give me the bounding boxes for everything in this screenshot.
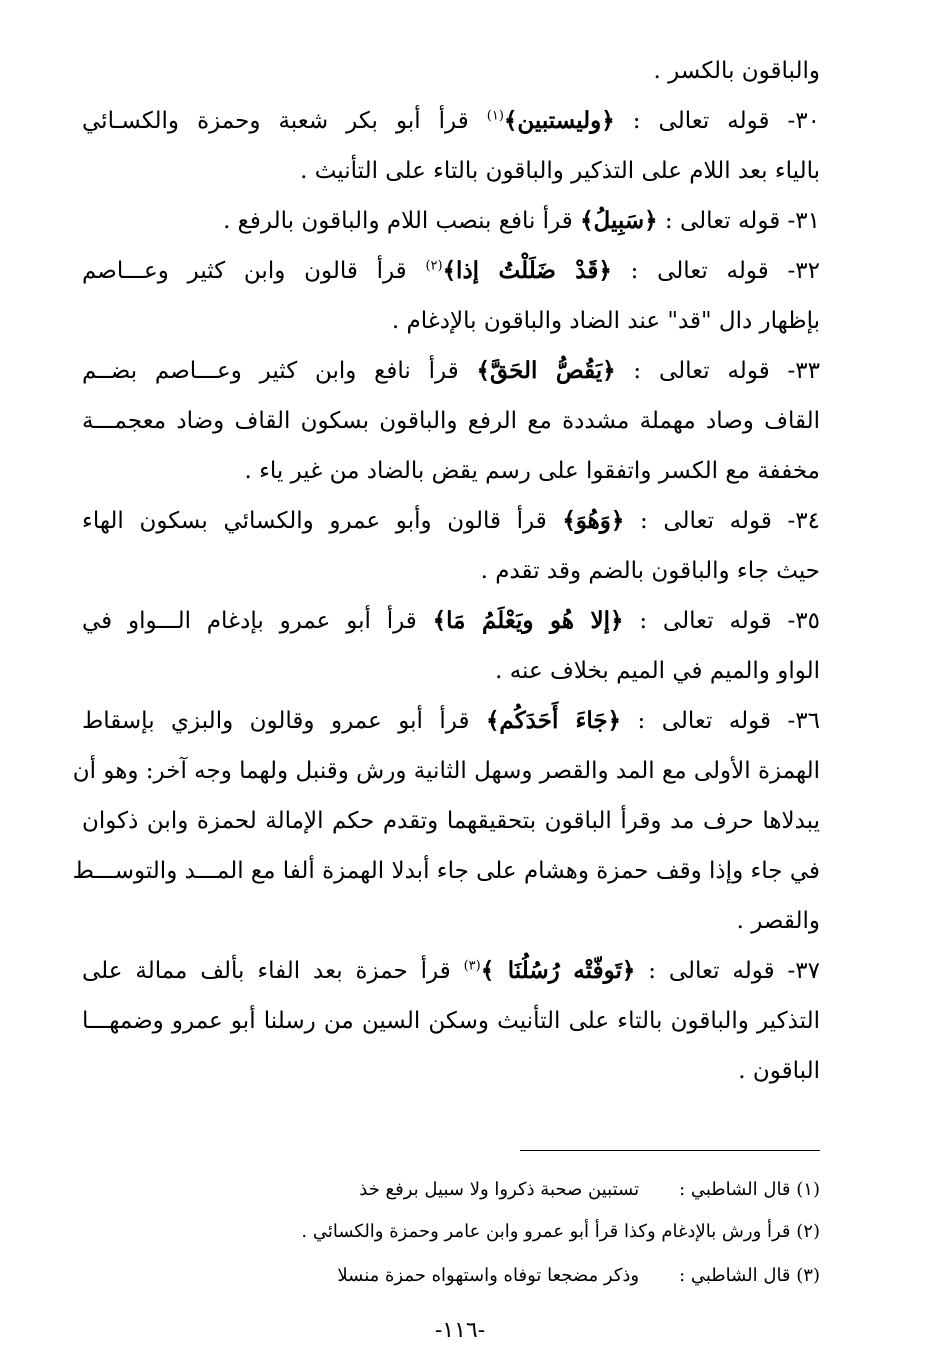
footnote-label: (٣) قال الشاطبي : xyxy=(679,1265,820,1286)
line-text: والباقون بالكسر . xyxy=(653,58,820,84)
line-text-after: قرأ أبو عمرو وقالون والبزي بإسقاط xyxy=(82,708,486,734)
line-text-after: قرأ حمزة بعد الفاء بألف ممالة على xyxy=(82,958,464,984)
line-text: ٣٧- قوله تعالى : xyxy=(635,958,820,984)
text-line xyxy=(82,1003,820,1039)
line-text: ٣٣- قوله تعالى : xyxy=(615,358,820,384)
footnote-divider xyxy=(520,1150,820,1151)
line-text: في جاء وإذا وقف حمزة وهشام على جاء أبدلا الهمزة ألفا مع المـــد والتوســـط xyxy=(72,858,820,884)
footnote-verse: تستبين صحبة ذكروا ولا سبيل برفع خذ xyxy=(359,1179,640,1200)
quran-quote: ﴿وَهُوَ﴾ xyxy=(562,507,625,534)
quran-quote: ﴿قَدْ ضَلَلْتُ إذا﴾ xyxy=(442,257,612,284)
quran-quote: ﴿تَوفّتْه رُسُلُنَا ﴾ xyxy=(480,957,636,984)
text-line xyxy=(738,1053,820,1089)
text-line xyxy=(495,653,820,689)
line-text: الباقون . xyxy=(738,1058,820,1084)
footnote-label: (١) قال الشاطبي : xyxy=(679,1179,820,1200)
footnote-3 xyxy=(337,1262,820,1290)
quran-quote: ﴿جَاءَ أَحَدَكُم﴾ xyxy=(485,707,622,734)
footnote-2 xyxy=(301,1218,820,1246)
text-line xyxy=(244,453,820,489)
text-line xyxy=(72,853,820,889)
line-text-after: قرأ نافع وابن كثير وعـــاصم بضــم xyxy=(82,358,477,384)
footnote-ref: (٢) xyxy=(425,258,443,274)
line-text: والقصر . xyxy=(736,908,820,934)
text-line xyxy=(82,353,820,389)
text-line xyxy=(392,303,820,339)
text-line xyxy=(82,953,820,989)
text-line xyxy=(223,203,820,239)
line-text: حيث جاء والباقون بالضم وقد تقدم . xyxy=(480,558,820,584)
quran-quote: ﴿وليستبين﴾ xyxy=(503,107,615,134)
line-text-after: قرأ أبو بكر شعبة وحمزة والكسـائي xyxy=(82,108,487,134)
text-line xyxy=(82,403,820,439)
footnote-ref: (٣) xyxy=(463,958,481,974)
text-line xyxy=(72,753,820,789)
line-text: القاف وصاد مهملة مشددة مع الرفع والباقون بسكون القاف وضاد معجمـــة xyxy=(82,408,820,434)
text-line xyxy=(82,603,820,639)
line-text: ٣٤- قوله تعالى : xyxy=(624,508,820,534)
line-text: يبدلاها حرف مد وقرأ الباقون بتحقيقهما وتقدم حكم الإمالة لحمزة وابن ذكوان xyxy=(82,808,820,834)
quran-quote: ﴿سَبِيلُ﴾ xyxy=(580,207,658,234)
footnote-ref: (١) xyxy=(486,108,504,124)
footnote-label: (٢) قرأ ورش بالإدغام وكذا قرأ أبو عمرو وابن عامر وحمزة والكسائي . xyxy=(301,1221,820,1242)
text-line xyxy=(82,803,820,839)
line-text: الواو والميم في الميم بخلاف عنه . xyxy=(495,658,820,684)
text-line xyxy=(82,503,820,539)
line-text: ٣٠- قوله تعالى : xyxy=(614,108,820,134)
footnote-1 xyxy=(359,1176,820,1204)
page-number: -١١٦- xyxy=(434,1318,486,1343)
line-text: التذكير والباقون بالتاء على التأنيث وسكن السين من رسلنا أبو عمرو وضمهـــا xyxy=(82,1008,820,1034)
line-text-after: قرأ قالون وأبو عمرو والكسائي بسكون الهاء xyxy=(82,508,563,534)
line-text-after: قرأ نافع بنصب اللام والباقون بالرفع . xyxy=(223,208,581,234)
quran-quote: ﴿يَقُصُّ الحَقَّ﴾ xyxy=(476,357,616,384)
line-text: الهمزة الأولى مع المد والقصر وسهل الثانية ورش وقنبل ولهما وجه آخر: وهو أن xyxy=(72,758,820,784)
text-line xyxy=(481,553,820,589)
text-line xyxy=(737,903,820,939)
text-line xyxy=(300,153,820,189)
line-text: ٣١- قوله تعالى : xyxy=(657,208,820,234)
text-line xyxy=(82,253,820,289)
text-line xyxy=(82,703,820,739)
quran-quote: ﴿إلا هُو ويَعْلَمُ مَا﴾ xyxy=(432,607,624,634)
line-text: ٣٦- قوله تعالى : xyxy=(621,708,820,734)
line-text: ٣٥- قوله تعالى : xyxy=(623,608,820,634)
line-text: ٣٢- قوله تعالى : xyxy=(611,258,820,284)
line-text: بإظهار دال "قد" عند الضاد والباقون بالإدغام . xyxy=(391,308,820,334)
text-line xyxy=(82,103,820,139)
line-text-after: قرأ أبو عمرو بإدغام الـــواو في xyxy=(82,608,433,634)
line-text-after: قرأ قالون وابن كثير وعـــاصم xyxy=(82,258,426,284)
line-text: مخففة مع الكسر واتفقوا على رسم يقض بالضاد من غير ياء . xyxy=(244,458,820,484)
footnote-verse: وذكر مضجعا توفاه واستهواه حمزة منسلا xyxy=(337,1265,640,1286)
text-line xyxy=(654,53,820,89)
line-text: بالياء بعد اللام على التذكير والباقون بالتاء على التأنيث . xyxy=(300,158,820,184)
